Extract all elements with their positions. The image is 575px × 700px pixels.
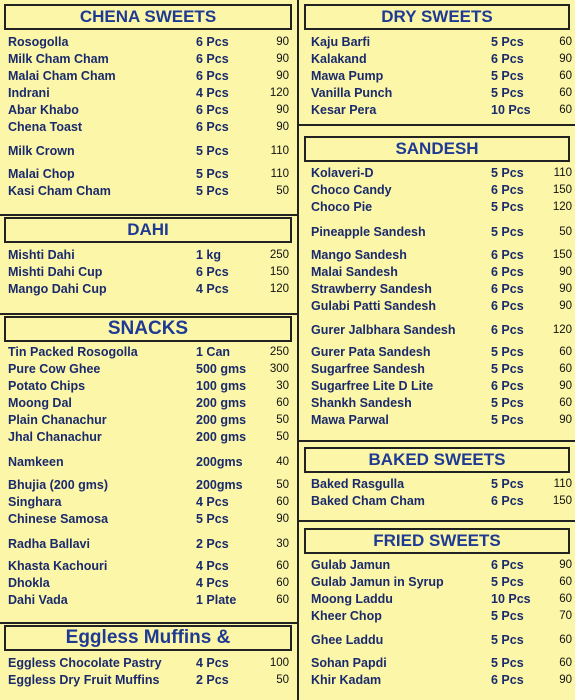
- item-quantity: 6 Pcs: [491, 494, 524, 508]
- item-quantity: 5 Pcs: [491, 225, 524, 239]
- menu-item-row: [0, 68, 575, 84]
- item-name: Abar Khabo: [8, 103, 79, 117]
- item-name: Rosogolla: [8, 35, 69, 49]
- item-quantity: 4 Pcs: [196, 495, 229, 509]
- item-name: Eggless Dry Fruit Muffins: [8, 673, 160, 687]
- item-name: Choco Pie: [311, 200, 373, 214]
- item-name: Gulabi Patti Sandesh: [311, 299, 437, 313]
- item-quantity: 200gms: [196, 455, 243, 469]
- item-name: Shankh Sandesh: [311, 396, 412, 410]
- item-name: Tin Packed Rosogolla: [8, 345, 138, 359]
- item-quantity: 6 Pcs: [491, 323, 524, 337]
- item-price: 90: [559, 380, 572, 392]
- item-price: 110: [270, 145, 289, 157]
- item-name: Sohan Papdi: [311, 656, 387, 670]
- menu-item-row: [0, 574, 575, 590]
- item-quantity: 5 Pcs: [491, 609, 524, 623]
- item-quantity: 200 gms: [196, 396, 247, 410]
- item-quantity: 5 Pcs: [491, 413, 524, 427]
- chena-sweets-title: CHENA SWEETS: [4, 4, 292, 30]
- item-quantity: 5 Pcs: [491, 477, 524, 491]
- menu-item-row: [0, 119, 575, 135]
- sandesh-title: SANDESH: [304, 136, 570, 162]
- item-quantity: 4 Pcs: [196, 576, 229, 590]
- item-price: 60: [559, 87, 572, 99]
- item-price: 90: [559, 559, 572, 571]
- menu-item-row: [0, 143, 575, 159]
- menu-item-row: [0, 264, 575, 280]
- item-quantity: 5 Pcs: [491, 166, 524, 180]
- item-name: Moong Dal: [8, 396, 72, 410]
- menu-item-row: [0, 493, 575, 509]
- item-price: 300: [269, 363, 289, 375]
- menu-item-row: [0, 476, 575, 492]
- item-price: 60: [559, 397, 572, 409]
- item-price: 90: [276, 121, 289, 133]
- item-quantity: 200 gms: [196, 413, 247, 427]
- menu-item-row: [0, 378, 575, 394]
- item-quantity: 6 Pcs: [196, 69, 229, 83]
- menu-item-row: [0, 672, 575, 688]
- item-price: 250: [269, 249, 289, 261]
- item-price: 50: [276, 674, 289, 686]
- item-name: Milk Cham Cham: [8, 52, 109, 66]
- item-price: 150: [552, 184, 572, 196]
- dry-sweets-title: DRY SWEETS: [304, 4, 570, 30]
- item-price: 110: [553, 478, 572, 490]
- item-price: 60: [559, 346, 572, 358]
- dahi-title: DAHI: [4, 217, 292, 243]
- item-price: 90: [559, 300, 572, 312]
- item-price: 120: [269, 87, 289, 99]
- item-name: Chinese Samosa: [8, 512, 109, 526]
- item-name: Baked Rasgulla: [311, 477, 405, 491]
- item-name: Sugarfree Lite D Lite: [311, 379, 434, 393]
- item-name: Malai Sandesh: [311, 265, 398, 279]
- item-name: Pure Cow Ghee: [8, 362, 101, 376]
- item-name: Pineapple Sandesh: [311, 225, 426, 239]
- item-name: Potato Chips: [8, 379, 86, 393]
- item-price: 60: [559, 104, 572, 116]
- item-price: 70: [559, 610, 572, 622]
- item-price: 120: [552, 201, 572, 213]
- menu-item-row: [0, 557, 575, 573]
- item-name: Eggless Chocolate Pastry: [8, 656, 162, 670]
- item-price: 60: [276, 594, 289, 606]
- menu-item-row: [0, 395, 575, 411]
- item-quantity: 6 Pcs: [491, 379, 524, 393]
- item-quantity: 5 Pcs: [491, 396, 524, 410]
- item-quantity: 5 Pcs: [491, 86, 524, 100]
- item-name: Gurer Pata Sandesh: [311, 345, 431, 359]
- menu-item-row: [0, 608, 575, 624]
- item-quantity: 6 Pcs: [196, 265, 229, 279]
- item-quantity: 5 Pcs: [196, 184, 229, 198]
- item-name: Mawa Pump: [311, 69, 384, 83]
- item-quantity: 2 Pcs: [196, 537, 229, 551]
- item-name: Baked Cham Cham: [311, 494, 425, 508]
- menu-item-row: [0, 85, 575, 101]
- menu-item-row: [0, 511, 575, 527]
- menu-item-row: [0, 344, 575, 360]
- item-name: Choco Candy: [311, 183, 392, 197]
- item-quantity: 1 kg: [196, 248, 222, 262]
- item-price: 60: [559, 70, 572, 82]
- item-price: 90: [276, 513, 289, 525]
- item-name: Malai Cham Cham: [8, 69, 116, 83]
- item-price: 150: [269, 266, 289, 278]
- item-price: 250: [269, 346, 289, 358]
- item-quantity: 4 Pcs: [196, 656, 229, 670]
- item-quantity: 200gms: [196, 478, 243, 492]
- item-price: 60: [559, 657, 572, 669]
- item-price: 50: [276, 414, 289, 426]
- item-quantity: 6 Pcs: [196, 52, 229, 66]
- item-price: 50: [276, 431, 289, 443]
- item-name: Mishti Dahi Cup: [8, 265, 103, 279]
- item-name: Mawa Parwal: [311, 413, 389, 427]
- item-quantity: 10 Pcs: [491, 103, 531, 117]
- item-name: Mango Sandesh: [311, 248, 407, 262]
- item-quantity: 5 Pcs: [491, 200, 524, 214]
- item-name: Dhokla: [8, 576, 50, 590]
- item-name: Kheer Chop: [311, 609, 382, 623]
- item-quantity: 10 Pcs: [491, 592, 531, 606]
- menu-item-row: [0, 429, 575, 445]
- menu-item-row: [0, 165, 575, 181]
- item-price: 60: [276, 397, 289, 409]
- item-name: Sugarfree Sandesh: [311, 362, 425, 376]
- item-price: 40: [276, 456, 289, 468]
- item-quantity: 200 gms: [196, 430, 247, 444]
- item-name: Chena Toast: [8, 120, 83, 134]
- item-quantity: 6 Pcs: [491, 299, 524, 313]
- item-name: Dahi Vada: [8, 593, 68, 607]
- item-price: 90: [276, 104, 289, 116]
- item-price: 100: [269, 657, 289, 669]
- menu-item-row: [0, 322, 575, 338]
- item-price: 60: [559, 634, 572, 646]
- menu-item-row: [0, 182, 575, 198]
- item-quantity: 5 Pcs: [491, 656, 524, 670]
- item-name: Kaju Barfi: [311, 35, 371, 49]
- item-quantity: 100 gms: [196, 379, 247, 393]
- item-name: Mishti Dahi: [8, 248, 75, 262]
- fried-sweets-title: FRIED SWEETS: [304, 528, 570, 554]
- item-price: 50: [276, 185, 289, 197]
- item-quantity: 6 Pcs: [491, 248, 524, 262]
- item-name: Strawberry Sandesh: [311, 282, 432, 296]
- item-quantity: 1 Plate: [196, 593, 237, 607]
- item-quantity: 500 gms: [196, 362, 247, 376]
- item-name: Jhal Chanachur: [8, 430, 102, 444]
- item-quantity: 6 Pcs: [196, 120, 229, 134]
- item-price: 90: [276, 36, 289, 48]
- menu-item-row: [0, 247, 575, 263]
- item-price: 90: [559, 414, 572, 426]
- menu-item-row: [0, 281, 575, 297]
- menu-item-row: [0, 454, 575, 470]
- item-price: 120: [552, 324, 572, 336]
- item-name: Gulab Jamun in Syrup: [311, 575, 444, 589]
- item-price: 90: [559, 674, 572, 686]
- item-quantity: 5 Pcs: [491, 362, 524, 376]
- item-price: 90: [559, 283, 572, 295]
- item-name: Ghee Laddu: [311, 633, 384, 647]
- item-quantity: 6 Pcs: [196, 103, 229, 117]
- item-quantity: 5 Pcs: [196, 167, 229, 181]
- item-quantity: 5 Pcs: [491, 35, 524, 49]
- menu-item-row: [0, 298, 575, 314]
- menu-item-row: [0, 412, 575, 428]
- item-name: Mango Dahi Cup: [8, 282, 107, 296]
- item-name: Plain Chanachur: [8, 413, 107, 427]
- item-name: Bhujia (200 gms): [8, 478, 109, 492]
- item-name: Khir Kadam: [311, 673, 382, 687]
- item-name: Khasta Kachouri: [8, 559, 108, 573]
- eggless-muffins-title: Eggless Muffins &: [4, 625, 292, 651]
- item-name: Kesar Pera: [311, 103, 377, 117]
- menu-item-row: [0, 655, 575, 671]
- item-name: Kalakand: [311, 52, 367, 66]
- item-price: 60: [276, 577, 289, 589]
- item-quantity: 4 Pcs: [196, 86, 229, 100]
- item-quantity: 6 Pcs: [491, 52, 524, 66]
- item-quantity: 6 Pcs: [491, 265, 524, 279]
- item-name: Malai Chop: [8, 167, 75, 181]
- menu-item-row: [0, 199, 575, 215]
- item-price: 120: [269, 283, 289, 295]
- item-price: 150: [552, 495, 572, 507]
- item-name: Namkeen: [8, 455, 64, 469]
- menu-item-row: [0, 591, 575, 607]
- item-price: 60: [559, 363, 572, 375]
- menu-item-row: [0, 632, 575, 648]
- item-quantity: 6 Pcs: [491, 282, 524, 296]
- item-price: 90: [559, 266, 572, 278]
- item-quantity: 4 Pcs: [196, 282, 229, 296]
- item-price: 30: [276, 380, 289, 392]
- snacks-title: SNACKS: [4, 316, 292, 342]
- menu-item-row: [0, 51, 575, 67]
- item-price: 60: [559, 593, 572, 605]
- item-price: 150: [552, 249, 572, 261]
- item-name: Indrani: [8, 86, 50, 100]
- menu-item-row: [0, 102, 575, 118]
- item-quantity: 6 Pcs: [491, 673, 524, 687]
- item-name: Kasi Cham Cham: [8, 184, 111, 198]
- item-name: Radha Ballavi: [8, 537, 90, 551]
- item-name: Singhara: [8, 495, 62, 509]
- item-price: 50: [559, 226, 572, 238]
- item-quantity: 5 Pcs: [196, 512, 229, 526]
- item-price: 90: [559, 53, 572, 65]
- item-quantity: 5 Pcs: [196, 144, 229, 158]
- item-price: 50: [276, 479, 289, 491]
- item-price: 60: [559, 36, 572, 48]
- item-price: 60: [276, 560, 289, 572]
- item-price: 30: [276, 538, 289, 550]
- item-quantity: 5 Pcs: [491, 575, 524, 589]
- item-price: 90: [276, 53, 289, 65]
- item-quantity: 2 Pcs: [196, 673, 229, 687]
- item-name: Gulab Jamun: [311, 558, 391, 572]
- item-price: 60: [276, 496, 289, 508]
- item-name: Moong Laddu: [311, 592, 393, 606]
- item-price: 60: [559, 576, 572, 588]
- menu-item-row: [0, 34, 575, 50]
- item-quantity: 4 Pcs: [196, 559, 229, 573]
- menu-item-row: [0, 224, 575, 240]
- item-price: 110: [553, 167, 572, 179]
- item-name: Vanilla Punch: [311, 86, 393, 100]
- menu-item-row: [0, 536, 575, 552]
- item-price: 90: [276, 70, 289, 82]
- item-quantity: 5 Pcs: [491, 633, 524, 647]
- item-quantity: 6 Pcs: [196, 35, 229, 49]
- item-quantity: 5 Pcs: [491, 345, 524, 359]
- item-name: Gurer Jalbhara Sandesh: [311, 323, 456, 337]
- item-price: 110: [270, 168, 289, 180]
- baked-sweets-title: BAKED SWEETS: [304, 447, 570, 473]
- menu-item-row: [0, 361, 575, 377]
- item-name: Kolaveri-D: [311, 166, 374, 180]
- item-quantity: 5 Pcs: [491, 69, 524, 83]
- item-name: Milk Crown: [8, 144, 75, 158]
- item-quantity: 6 Pcs: [491, 183, 524, 197]
- item-quantity: 1 Can: [196, 345, 231, 359]
- item-quantity: 6 Pcs: [491, 558, 524, 572]
